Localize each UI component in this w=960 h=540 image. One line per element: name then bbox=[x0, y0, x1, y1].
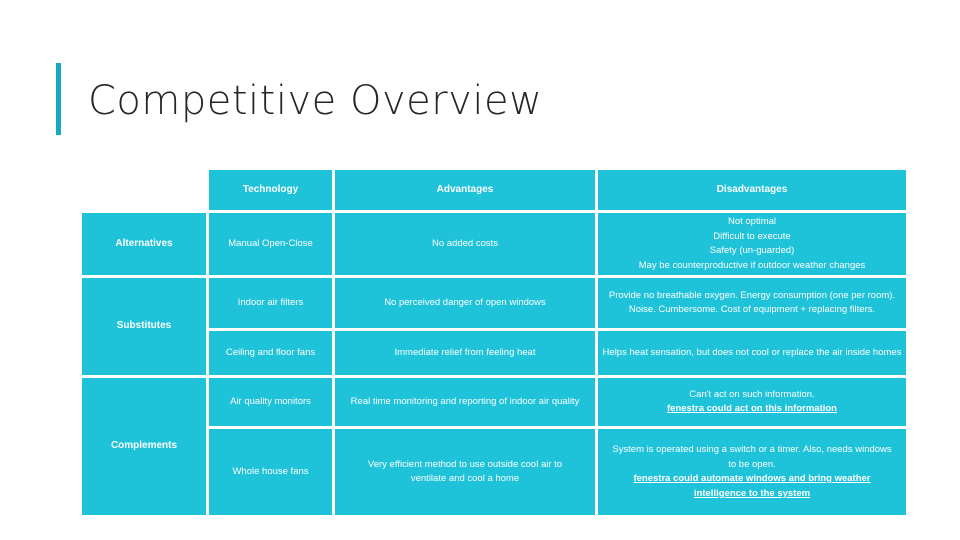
header-technology: Technology bbox=[209, 170, 332, 210]
row-whole-house-fans-disadvantages bbox=[598, 429, 906, 515]
row-whole-house-fans-advantages: Very efficient method to use outside cool air to ventilate and cool a home bbox=[335, 429, 595, 515]
row-air-quality-monitors-technology: Air quality monitors bbox=[209, 378, 332, 426]
row-ceiling-floor-fans-disadvantages: Helps heat sensation, but does not cool or replace the air inside homes bbox=[598, 331, 906, 375]
disadvantage-text: Can't act on such information. bbox=[689, 388, 815, 400]
group-substitutes: Substitutes bbox=[82, 278, 206, 375]
row-indoor-air-filters-technology: Indoor air filters bbox=[209, 278, 332, 328]
row-ceiling-floor-fans-advantages: Immediate relief from feeling heat bbox=[335, 331, 595, 375]
slide-title: Competitive Overview bbox=[88, 78, 543, 124]
row-whole-house-fans-technology: Whole house fans bbox=[209, 429, 332, 515]
row-manual-open-close-technology: Manual Open-Close bbox=[209, 213, 332, 275]
row-manual-open-close-disadvantages bbox=[598, 213, 906, 275]
header-disadvantages: Disadvantages bbox=[598, 170, 906, 210]
group-complements: Complements bbox=[82, 378, 206, 515]
disadvantage-line: Not optimal bbox=[727, 216, 777, 227]
title-accent-bar bbox=[56, 63, 61, 135]
row-indoor-air-filters-advantages: No perceived danger of open windows bbox=[335, 278, 595, 328]
header-advantages: Advantages bbox=[335, 170, 595, 210]
fenestra-opportunity-note: fenestra could act on this information bbox=[667, 403, 837, 414]
row-ceiling-floor-fans-technology: Ceiling and floor fans bbox=[209, 331, 332, 375]
row-indoor-air-filters-disadvantages: Provide no breathable oxygen. Energy consumption (one per room). Noise. Cumbersome. Cost of equipment + replacing filters. bbox=[598, 278, 906, 328]
row-manual-open-close-advantages: No added costs bbox=[335, 213, 595, 275]
disadvantage-line: Difficult to execute bbox=[713, 230, 791, 242]
group-alternatives: Alternatives bbox=[82, 213, 206, 275]
fenestra-opportunity-note: fenestra could automate windows and bring weather intelligence to the system bbox=[633, 473, 871, 499]
disadvantage-line: May be counterproductive if outdoor weather changes bbox=[638, 259, 866, 271]
disadvantage-line: Safety (un-guarded) bbox=[709, 245, 795, 256]
disadvantage-text: System is operated using a switch or a timer. Also, needs windows to be open. bbox=[612, 444, 892, 470]
row-air-quality-monitors-disadvantages bbox=[598, 378, 906, 426]
row-air-quality-monitors-advantages: Real time monitoring and reporting of indoor air quality bbox=[335, 378, 595, 426]
